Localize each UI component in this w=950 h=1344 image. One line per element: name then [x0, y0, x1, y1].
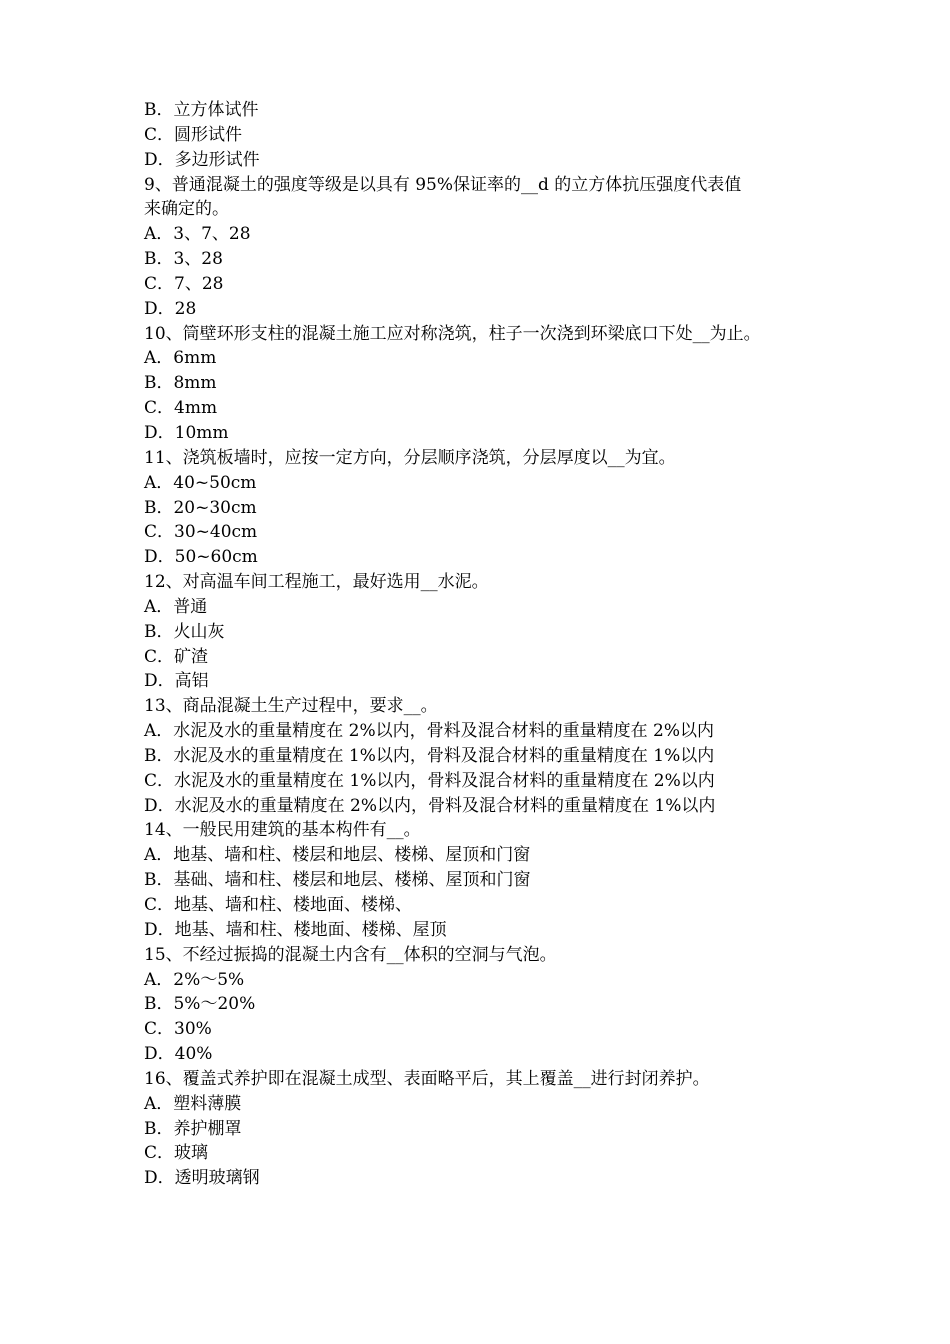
option-line: A．普通 — [144, 596, 208, 617]
option-line: D．高铝 — [144, 671, 209, 692]
option-line: B．8mm — [144, 373, 217, 394]
option-line: C．矿渣 — [144, 646, 209, 667]
option-line: C．玻璃 — [144, 1143, 209, 1164]
option-line: A．塑料薄膜 — [144, 1093, 242, 1114]
option-line: D．50~60cm — [144, 547, 258, 568]
question-14: 14、一般民用建筑的基本构件有__。 — [144, 820, 421, 841]
option-line: B．养护棚罩 — [144, 1118, 242, 1139]
option-line: A．地基、墙和柱、楼层和地层、楼梯、屋顶和门窗 — [144, 845, 531, 866]
option-line: D．多边形试件 — [144, 149, 260, 170]
option-line: D．水泥及水的重量精度在 2%以内，骨料及混合材料的重量精度在 1%以内 — [144, 795, 716, 816]
option-line: C．30~40cm — [144, 522, 258, 543]
option-line: C．4mm — [144, 398, 218, 419]
option-line: A．2%～5% — [144, 969, 245, 990]
option-line: B．20~30cm — [144, 497, 257, 518]
option-line: C．30% — [144, 1019, 212, 1040]
option-line: D．28 — [144, 298, 197, 319]
option-line: B．火山灰 — [144, 621, 225, 642]
option-line: B．立方体试件 — [144, 100, 259, 120]
option-line: B．水泥及水的重量精度在 1%以内，骨料及混合材料的重量精度在 1%以内 — [144, 745, 715, 766]
question-15: 15、不经过振捣的混凝土内含有__体积的空洞与气泡。 — [144, 944, 557, 965]
question-13: 13、商品混凝土生产过程中，要求__。 — [144, 696, 438, 717]
question-10: 10、筒壁环形支柱的混凝土施工应对称浇筑，柱子一次浇到环梁底口下处__为止。 — [144, 323, 761, 344]
option-line: D．40% — [144, 1044, 213, 1065]
option-line: B．3、28 — [144, 249, 223, 270]
option-line: C．地基、墙和柱、楼地面、楼梯、 — [144, 895, 413, 915]
option-line: D．10mm — [144, 422, 229, 443]
option-line: A．水泥及水的重量精度在 2%以内，骨料及混合材料的重量精度在 2%以内 — [144, 721, 715, 742]
option-line: A．40~50cm — [144, 472, 257, 493]
option-line: C．7、28 — [144, 273, 224, 294]
option-line: A．6mm — [144, 348, 217, 369]
question-9-line-2: 来确定的。 — [144, 199, 229, 220]
option-line: D．地基、墙和柱、楼地面、楼梯、屋顶 — [144, 919, 447, 940]
option-line: D．透明玻璃钢 — [144, 1168, 260, 1189]
question-12: 12、对高温车间工程施工，最好选用__水泥。 — [144, 572, 489, 593]
option-line: C．圆形试件 — [144, 124, 243, 145]
option-line: B．5%～20% — [144, 994, 256, 1015]
question-11: 11、浇筑板墙时，应按一定方向，分层顺序浇筑，分层厚度以__为宜。 — [144, 447, 676, 468]
question-text-block — [144, 98, 824, 1191]
option-line: C．水泥及水的重量精度在 1%以内，骨料及混合材料的重量精度在 2%以内 — [144, 770, 715, 791]
question-9-line-1: 9、普通混凝土的强度等级是以具有 95%保证率的__d 的立方体抗压强度代表值 — [144, 174, 742, 195]
option-line: B．基础、墙和柱、楼层和地层、楼梯、屋顶和门窗 — [144, 870, 531, 891]
question-16: 16、覆盖式养护即在混凝土成型、表面略平后，其上覆盖__进行封闭养护。 — [144, 1068, 710, 1089]
option-line: A．3、7、28 — [144, 224, 251, 245]
